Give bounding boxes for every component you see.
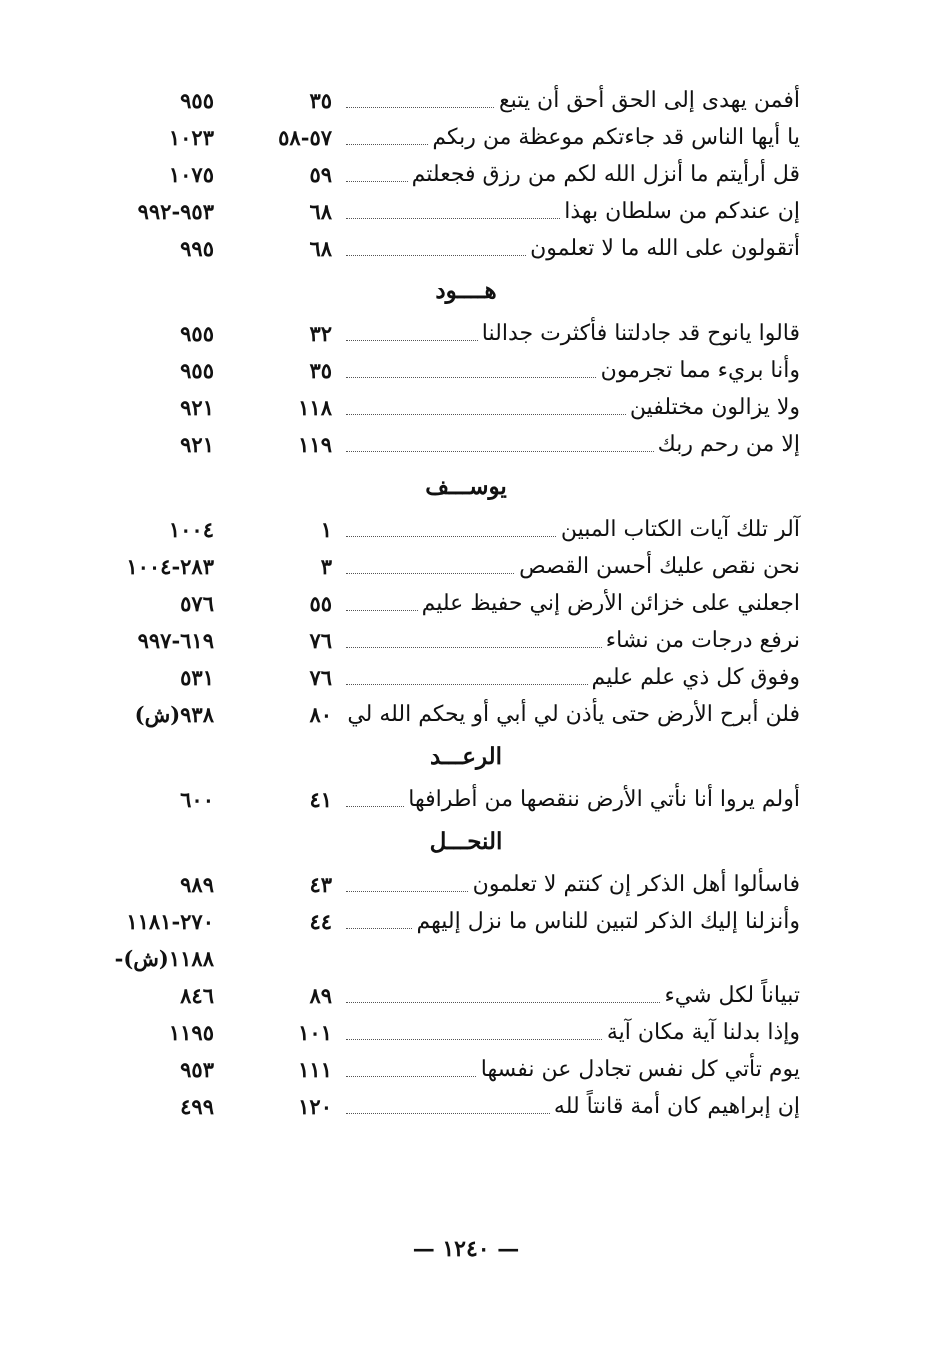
verse-text: وأنزلنا إليك الذكر لتبين للناس ما نزل إليهم xyxy=(413,903,801,940)
verse-text: قالوا يانوح قد جادلتنا فأكثرت جدالنا xyxy=(478,315,800,352)
verse-number: ٧٦ xyxy=(309,628,332,653)
page-refs: ٨٤٦ xyxy=(180,983,214,1008)
verse-text: فلن أبرح الأرض حتى يأذن لي أبي أو يحكم الله لي xyxy=(343,696,800,733)
group-continued xyxy=(0,82,932,267)
page-refs: ١٠٧٥ xyxy=(168,162,214,187)
verse-text: أولم يروا أنا نأتي الأرض ننقصها من أطرافها xyxy=(404,781,800,818)
index-row xyxy=(0,1088,932,1125)
verse-text: أتقولون على الله ما لا تعلمون xyxy=(526,230,800,267)
index-row xyxy=(0,352,932,389)
verse-number: ٦٨ xyxy=(309,199,332,224)
index-row xyxy=(0,659,932,696)
index-row xyxy=(0,696,932,733)
verse-number: ٣ xyxy=(320,554,332,579)
verse-number: ٧٦ xyxy=(309,665,332,690)
index-row xyxy=(0,1051,932,1088)
page-refs: ٥٧٦ xyxy=(180,591,214,616)
verse-text: إن عندكم من سلطان بهذا xyxy=(560,193,800,230)
verse-text: وإذا بدلنا آية مكان آية xyxy=(603,1014,800,1051)
verse-number: ١٠١ xyxy=(298,1020,332,1045)
surah-heading-nahl: النحـــل xyxy=(429,828,503,855)
index-row xyxy=(0,977,932,1014)
index-row xyxy=(0,389,932,426)
verse-number: ١٢٠ xyxy=(298,1094,332,1119)
verse-number: ٥٥ xyxy=(309,591,332,616)
page-refs: ٩٢١ xyxy=(180,395,214,420)
verse-number: ٣٢ xyxy=(309,321,332,346)
verse-text: إن إبراهيم كان أمة قانتاً لله xyxy=(550,1088,800,1125)
verse-text: وأنا بريء مما تجرمون xyxy=(597,352,800,389)
page-refs: ٩٥٥ xyxy=(180,88,214,113)
verse-text: يا أيها الناس قد جاءتكم موعظة من ربكم xyxy=(428,119,800,156)
index-row xyxy=(0,1014,932,1051)
page-refs: ٩٥٥ xyxy=(180,321,214,346)
index-row xyxy=(0,230,932,267)
verse-number: ١١٨ xyxy=(298,395,332,420)
verse-number: ٣٥ xyxy=(309,358,332,383)
page-refs: ٩٣٨(ش) xyxy=(134,702,214,727)
group-yusuf xyxy=(0,511,932,733)
page-refs: ١١٩٥ xyxy=(168,1020,214,1045)
page-refs: ٩٥٣ xyxy=(180,1057,214,1082)
verse-text: يوم تأتي كل نفس تجادل عن نفسها xyxy=(477,1051,800,1088)
page-refs: -١١٨٨(ش) xyxy=(114,946,214,971)
page-number: — ١٢٤٠ — xyxy=(412,1236,520,1262)
index-row-continuation xyxy=(0,940,932,977)
group-rad xyxy=(0,781,932,818)
page-refs: ٩٥٣-٩٩٢ xyxy=(137,199,214,224)
verse-number: ٣٥ xyxy=(309,88,332,113)
verse-number: ٥٧-٥٨ xyxy=(278,125,332,150)
index-row xyxy=(0,781,932,818)
verse-number: ٤٣ xyxy=(309,872,332,897)
verse-number: ٤١ xyxy=(309,787,332,812)
page-refs: ٢٨٣-١٠٠٤ xyxy=(126,554,214,579)
page-refs: ٢٧٠-١١٨١ xyxy=(126,909,214,934)
verse-number: ١١٩ xyxy=(298,432,332,457)
index-row xyxy=(0,585,932,622)
index-row xyxy=(0,548,932,585)
page-refs: ٩٨٩ xyxy=(180,872,214,897)
index-row xyxy=(0,426,932,463)
index-row xyxy=(0,622,932,659)
verse-text: آلر تلك آيات الكتاب المبين xyxy=(557,511,800,548)
page-refs: ٦١٩-٩٩٧ xyxy=(137,628,214,653)
page-refs: ٦٠٠ xyxy=(180,787,214,812)
verse-number: ١ xyxy=(320,517,332,542)
page-refs: ٤٩٩ xyxy=(180,1094,214,1119)
index-row xyxy=(0,903,932,940)
verse-number: ٨٠ xyxy=(309,702,332,727)
verse-text: ولا يزالون مختلفين xyxy=(626,389,800,426)
verse-number: ٤٤ xyxy=(309,909,332,934)
verse-number: ١١١ xyxy=(298,1057,332,1082)
index-row xyxy=(0,193,932,230)
page-refs: ٩٢١ xyxy=(180,432,214,457)
index-row xyxy=(0,315,932,352)
surah-heading-rad: الرعـــد xyxy=(429,743,503,770)
page-refs: ٥٣١ xyxy=(180,665,214,690)
verse-text: وفوق كل ذي علم عليم xyxy=(588,659,800,696)
surah-heading-yusuf: يوســـف xyxy=(425,473,507,500)
index-row xyxy=(0,119,932,156)
verse-number: ٨٩ xyxy=(309,983,332,1008)
page-refs: ٩٩٥ xyxy=(180,236,214,261)
verse-text: فاسألوا أهل الذكر إن كنتم لا تعلمون xyxy=(469,866,800,903)
page-refs: ٩٥٥ xyxy=(180,358,214,383)
index-row xyxy=(0,82,932,119)
group-nahl xyxy=(0,866,932,1125)
verse-text: إلا من رحم ربك xyxy=(654,426,800,463)
index-row xyxy=(0,156,932,193)
page-refs: ١٠٠٤ xyxy=(168,517,214,542)
verse-text: نحن نقص عليك أحسن القصص xyxy=(515,548,800,585)
verse-text: أفمن يهدى إلى الحق أحق أن يتبع xyxy=(495,82,800,119)
verse-text: نرفع درجات من نشاء xyxy=(602,622,800,659)
group-hud xyxy=(0,315,932,463)
surah-heading-hud: هــــود xyxy=(435,277,497,304)
page-refs: ١٠٢٣ xyxy=(168,125,214,150)
index-row xyxy=(0,866,932,903)
verse-text: تبياناً لكل شيء xyxy=(660,977,800,1014)
verse-number: ٥٩ xyxy=(309,162,332,187)
index-content xyxy=(0,82,932,1125)
index-row xyxy=(0,511,932,548)
verse-text: قل أرأيتم ما أنزل الله لكم من رزق فجعلتم xyxy=(408,156,800,193)
verse-text: اجعلني على خزائن الأرض إني حفيظ عليم xyxy=(418,585,800,622)
verse-number: ٦٨ xyxy=(309,236,332,261)
